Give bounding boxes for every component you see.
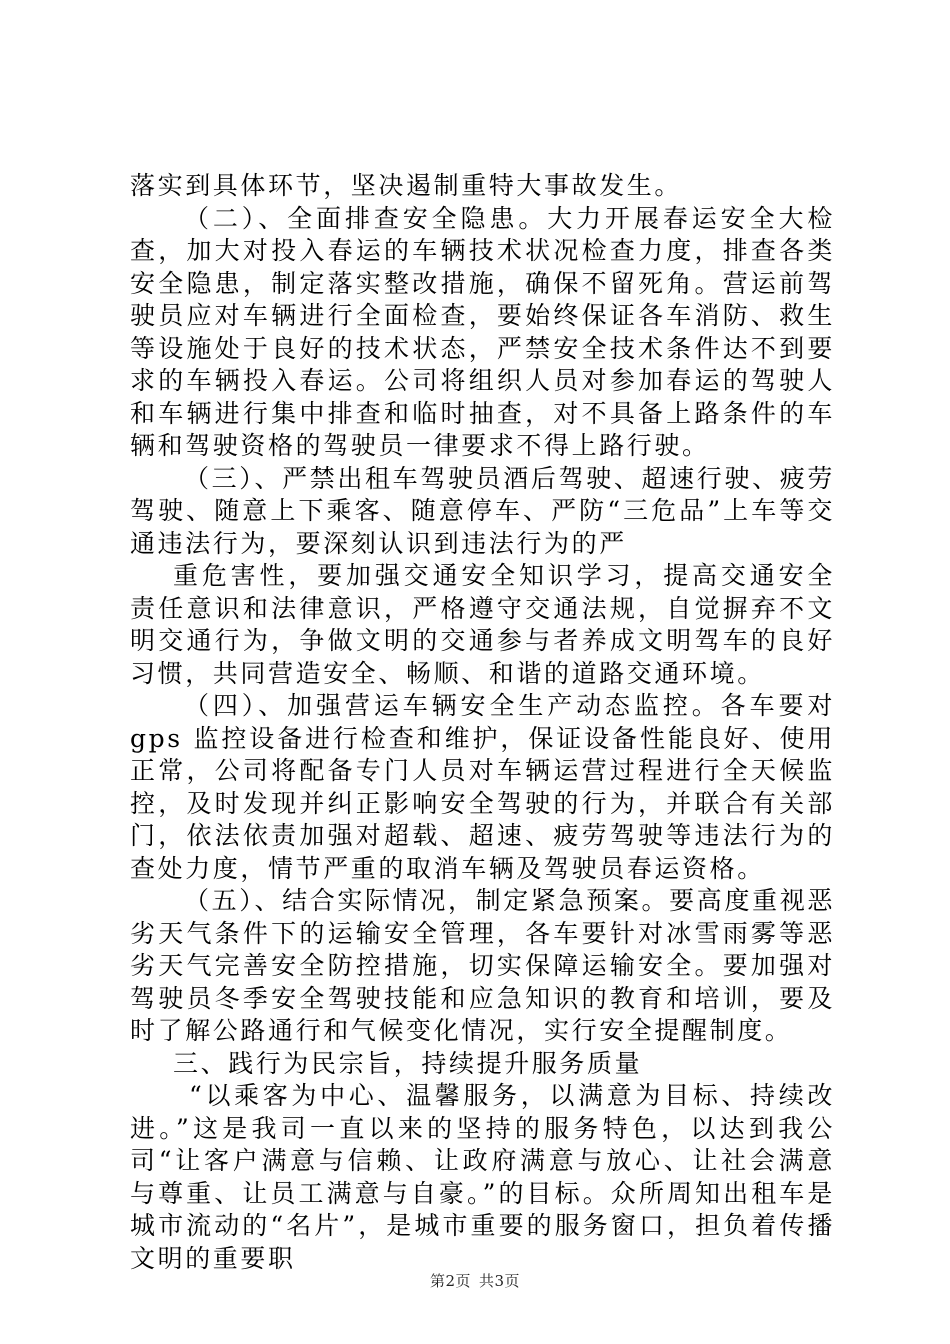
page-number: 第2页 — [429, 1272, 471, 1290]
paragraph-section-3: （三）、严禁出租车驾驶员酒后驾驶、超速行驶、疲劳驾驶、随意上下乘客、随意停车、严防“三危品”上车等交通违法行为，要深刻认识到违法行为的严 — [130, 463, 835, 558]
paragraph-section-3-continued: 重危害性，要加强交通安全知识学习，提高交通安全责任意识和法律意识，严格遵守交通法规，自觉摒弃不文明交通行为，争做文明的交通参与者养成文明驾车的良好习惯，共同营造安全、畅顺、和谐的道路交通环境。 — [130, 561, 835, 688]
paragraph-continuation: 落实到具体环节，坚决遏制重特大事故发生。 — [130, 171, 683, 200]
paragraph-section-2: （二）、全面排查安全隐患。大力开展春运安全大检查，加大对投入春运的车辆技术状况检查力度，排查各类安全隐患，制定落实整改措施，确保不留死角。营运前驾驶员应对车辆进行全面检查，要始终保证各车消防、救生等设施处于良好的技术状态，严禁安全技术条件达不到要求的车辆投入春运。公司将组织人员对参加春运的驾驶人和车辆进行集中排查和临时抽查，对不具备上路条件的车辆和驾驶资格的驾驶员一律要求不得上路行驶。 — [130, 203, 835, 460]
paragraph-section-4: （四）、加强营运车辆安全生产动态监控。各车要对 gps 监控设备进行检查和维护，保证设备性能良好、使用正常，公司将配备专门人员对车辆运营过程进行全天候监控，及时发现并纠正影响安全驾驶的行为，并联合有关部门，依法依责加强对超载、超速、疲劳驾驶等违法行为的查处力度，情节严重的取消车辆及驾驶员春运资格。 — [130, 691, 835, 883]
heading-section-three: 三、践行为民宗旨，持续提升服务质量 — [173, 1048, 643, 1078]
page-footer — [0, 1271, 950, 1291]
page-total: 共3页 — [479, 1272, 521, 1290]
paragraph-section-5: （五）、结合实际情况，制定紧急预案。要高度重视恶劣天气条件下的运输安全管理，各车要针对冰雪雨雾等恶劣天气完善安全防控措施，切实保障运输安全。要加强对驾驶员冬季安全驾驶技能和应急知识的教育和培训，要及时了解公路通行和气候变化情况，实行安全提醒制度。 — [130, 886, 835, 1045]
paragraph-service-quality: “以乘客为中心、温馨服务，以满意为目标、持续改进。”这是我司一直以来的坚持的服务特色，以达到我公司“让客户满意与信赖、让政府满意与放心、让社会满意与尊重、让员工满意与自豪。”的目标。众所周知出租车是城市流动的“名片”，是城市重要的服务窗口，担负着传播文明的重要职 — [130, 1081, 835, 1273]
document-body — [130, 170, 835, 1275]
